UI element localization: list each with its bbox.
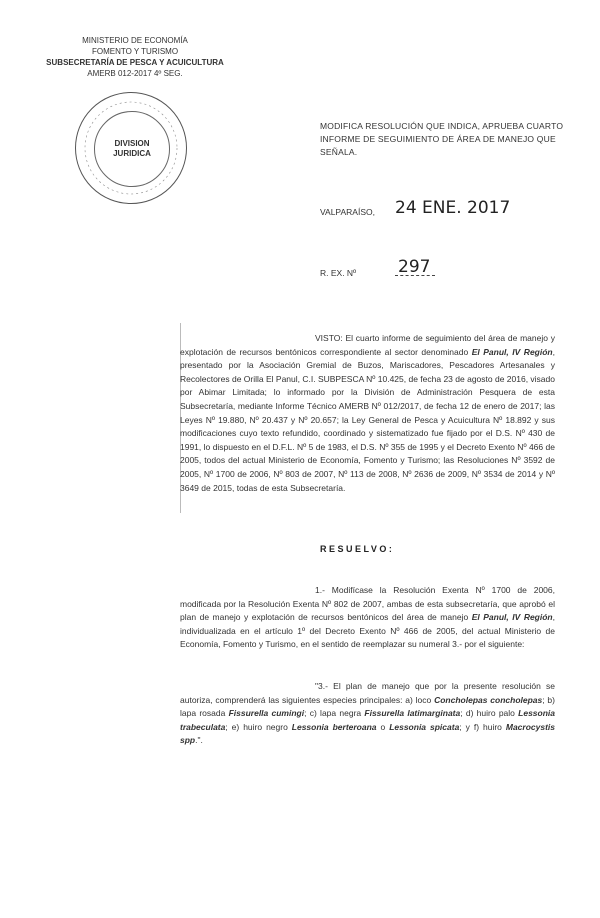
header-reference: AMERB 012-2017 4º SEG. bbox=[87, 69, 183, 78]
article-1-sector: El Panul, IV Región bbox=[471, 612, 553, 623]
official-stamp bbox=[75, 92, 187, 204]
date-label: VALPARAÍSO, bbox=[320, 207, 375, 217]
species-lessonia-berteroana: Lessonia berteroana bbox=[291, 721, 377, 732]
article-2-text-7: ; y f) huiro bbox=[459, 721, 506, 732]
article-2-text-1: "3.- El plan de manejo que por la presente resolución se autoriza, comprenderá las siguientes especies principales: a) loco bbox=[180, 681, 555, 705]
header-ministry: MINISTERIO DE ECONOMÍA bbox=[82, 36, 188, 45]
article-1-text-2: , individualizada en el artículo 1º del Decreto Exento Nº 466 de 2005, del actual Ministerio de Economía, Fomento y Turismo, en el sentido de reemplazar su numeral 3.- por el siguiente: bbox=[180, 612, 555, 650]
rex-number: 297 bbox=[398, 257, 431, 277]
article-2-text-2: ; b) lapa rosada bbox=[180, 694, 555, 719]
species-lessonia-spicata: Lessonia spicata bbox=[389, 721, 460, 732]
stamp-line-juridica: JURIDICA bbox=[113, 149, 151, 158]
header-fomento: FOMENTO Y TURISMO bbox=[91, 47, 179, 56]
species-fissurella-cumingi: Fissurella cumingi bbox=[228, 708, 305, 719]
visto-text-2: , presentado por la Asociación Gremial de Buzos, Mariscadores, Pescadores Artesanales y Recolectores de Orilla El Panul, C.I. SUBPESCA Nº 10.425, de fecha 23 de agosto de 2016, visado por Abimar Limitada; lo informado por la División de Administración Pesquera de esta Subsecretaría, mediante Informe Técnico AMERB Nº 012/2017, de fecha 12 de enero de 2017; las Leyes Nº 19.880, Nº 20.437 y Nº 20.657; la Ley General de Pesca y Acuicultura Nº 18.892 y sus modificaciones cuyo texto refundido, coordinado y sistematizado fue fijado por el D.S. Nº 430 de 1991, lo dispuesto en el D.F.L. Nº 5 de 1983, el D.S. Nº 355 de 1995 y el Decreto Exento Nº 466 de 2005, todos del actual Ministerio de Economía, Fomento y Turismo; las Resoluciones Nº 3592 de 2005, Nº 1700 de 2006, Nº 803 de 2007, Nº 113 de 2008, Nº 2636 de 2009, Nº 3534 de 2014 y Nº 3649 de 2015, todas de esta Subsecretaría. bbox=[180, 346, 555, 493]
ministry-header bbox=[30, 35, 240, 79]
header-subsecretaria: SUBSECRETARÍA DE PESCA Y ACUICULTURA bbox=[46, 58, 224, 67]
visto-text-1: VISTO: El cuarto informe de seguimiento del área de manejo y explotación de recursos bentónicos correspondiente al sector denominado bbox=[180, 333, 555, 357]
resolution-subject: MODIFICA RESOLUCIÓN QUE INDICA, APRUEBA CUARTO INFORME DE SEGUIMIENTO DE ÁREA DE MANEJO QUE SEÑALA. bbox=[320, 121, 564, 157]
article-2-text-3: ; c) lapa negra bbox=[304, 708, 365, 719]
visto-sector: El Panul, IV Región bbox=[471, 346, 553, 357]
species-concholepas: Concholepas concholepas bbox=[434, 694, 543, 705]
visto-paragraph bbox=[180, 332, 555, 495]
article-2-text-8: .". bbox=[195, 735, 203, 746]
resuelvo-heading: RESUELVO: bbox=[320, 544, 395, 554]
article-2-text-6: o bbox=[376, 721, 390, 732]
article-1-paragraph bbox=[180, 584, 555, 652]
stamp-line-division: DIVISION bbox=[114, 139, 150, 148]
article-1-text-1: 1.- Modifícase la Resolución Exenta Nº 1700 de 2006, modificada por la Resolución Exenta Nº 802 de 2007, ambas de esta subsecretaría, que aprobó el plan de manejo y explotación de recursos bentónicos del área de manejo bbox=[180, 585, 555, 623]
article-2-paragraph bbox=[180, 680, 555, 748]
date-value: 24 ENE. 2017 bbox=[395, 198, 511, 218]
article-2-text-5: ; e) huiro negro bbox=[225, 721, 292, 732]
stamp-center bbox=[94, 111, 170, 187]
article-2-text-4: ; d) huiro palo bbox=[460, 708, 519, 719]
species-fissurella-latimarginata: Fissurella latimarginata bbox=[364, 708, 461, 719]
species-macrocystis: Macrocystis spp bbox=[180, 721, 555, 746]
rex-label: R. EX. Nº bbox=[320, 268, 357, 278]
species-lessonia-trabeculata: Lessonia trabeculata bbox=[180, 708, 556, 732]
